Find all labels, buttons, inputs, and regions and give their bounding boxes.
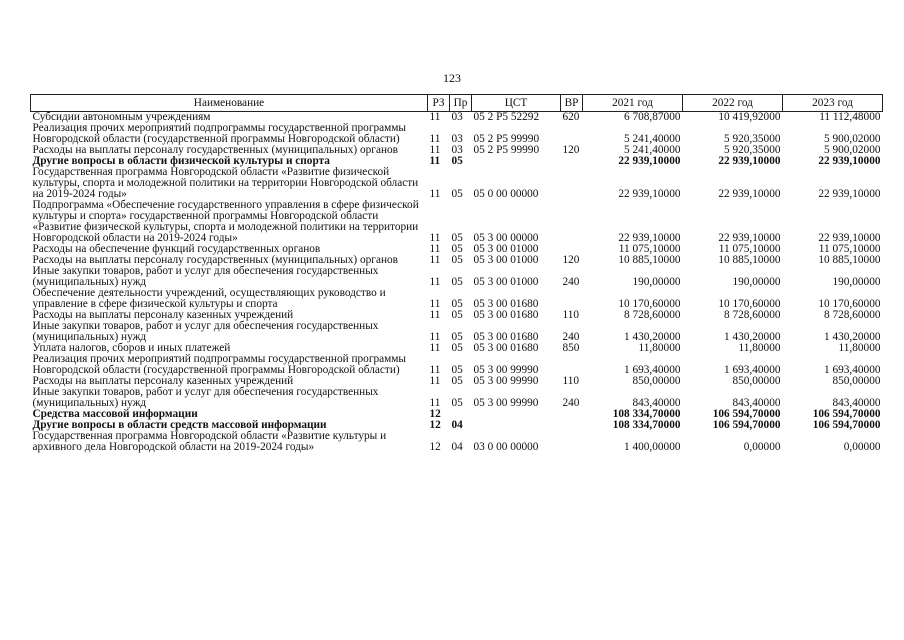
row-pr: 03: [451, 144, 463, 156]
row-name: Иные закупки товаров, работ и услуг для обеспечения государственных (муниципальных) нужд: [32, 320, 379, 343]
header-2022: 2022 год: [683, 95, 783, 112]
row-2021: 11 075,10000: [618, 243, 681, 255]
row-2022: 10 885,10000: [718, 254, 781, 266]
row-cst: 05 3 00 99990: [473, 375, 539, 387]
table-row: [31, 266, 883, 288]
row-2021: 843,40000: [632, 397, 681, 409]
row-vr: 120: [562, 144, 580, 156]
row-vr: 110: [562, 375, 580, 387]
row-rz: 11: [429, 397, 441, 409]
row-rz: 11: [429, 342, 441, 354]
row-2021: 1 430,20000: [624, 331, 681, 343]
row-vr: [561, 431, 583, 453]
row-2021: 10 170,60000: [618, 298, 681, 310]
row-pr: 05: [451, 276, 463, 288]
row-2021: 22 939,10000: [618, 188, 681, 200]
header-2023: 2023 год: [783, 95, 883, 112]
row-cst: [472, 409, 561, 420]
row-vr: [561, 288, 583, 310]
row-2022: 5 920,35000: [724, 144, 781, 156]
table-row: [31, 167, 883, 200]
row-name: Обеспечение деятельности учреждений, осуществляющих руководство и управление в сфере физической культуры и спорта: [32, 287, 386, 310]
row-vr: [561, 200, 583, 244]
row-2021: 11,80000: [638, 342, 681, 354]
row-rz: 11: [429, 144, 441, 156]
table-row: [31, 354, 883, 376]
row-name: Реализация прочих мероприятий подпрограммы государственной программы Новгородской области (государственной программы Новгородской области): [32, 353, 406, 376]
row-vr: [561, 420, 583, 431]
row-pr: 05: [451, 298, 463, 310]
table-body: [31, 112, 883, 454]
row-2023: 106 594,70000: [812, 408, 881, 420]
row-pr: 05: [451, 188, 463, 200]
row-2022: 10 419,92000: [718, 111, 781, 123]
row-cst: 05 2 P5 99990: [473, 133, 540, 145]
row-pr: 05: [451, 254, 463, 266]
row-cst: 05 2 P5 52292: [473, 111, 540, 123]
row-rz: 12: [429, 441, 441, 453]
row-name: Расходы на выплаты персоналу государственных (муниципальных) органов: [32, 144, 398, 156]
row-2022: 843,40000: [732, 397, 781, 409]
row-vr: [561, 409, 583, 420]
row-rz: 11: [429, 375, 441, 387]
row-pr: 05: [451, 232, 463, 244]
row-rz: 11: [429, 111, 441, 123]
row-name: Государственная программа Новгородской области «Развитие культуры и архивного дела Новгородской области на 2019-2024 годы»: [32, 430, 387, 453]
row-2022: 8 728,60000: [724, 309, 781, 321]
row-vr: [561, 123, 583, 145]
row-2022: 11 075,10000: [718, 243, 781, 255]
row-2022: 11,80000: [738, 342, 781, 354]
row-vr: 110: [562, 309, 580, 321]
row-rz: 11: [429, 331, 441, 343]
row-vr: 620: [562, 111, 580, 123]
row-2022: 22 939,10000: [718, 155, 781, 167]
row-pr: 05: [451, 155, 463, 167]
row-rz: 11: [429, 254, 441, 266]
header-cst: ЦСТ: [472, 95, 561, 112]
row-rz: 11: [429, 276, 441, 288]
row-rz: 12: [429, 419, 441, 431]
row-cst: 05 3 00 01680: [473, 298, 539, 310]
row-cst: 03 0 00 00000: [473, 441, 539, 453]
row-name: Реализация прочих мероприятий подпрограммы государственной программы Новгородской области (государственной программы Новгородской области): [32, 122, 406, 145]
row-2022: 1 693,40000: [724, 364, 781, 376]
row-2021: 190,00000: [632, 276, 681, 288]
row-cst: 05 3 00 01680: [473, 331, 539, 343]
budget-table: [30, 94, 883, 453]
row-cst: 05 2 P5 99990: [473, 144, 540, 156]
row-pr: 05: [451, 309, 463, 321]
row-cst: 05 3 00 99990: [473, 364, 539, 376]
row-cst: 05 3 00 00000: [473, 232, 539, 244]
row-pr: 05: [451, 397, 463, 409]
row-rz: 11: [429, 309, 441, 321]
row-2022: 0,00000: [743, 441, 781, 453]
row-name: Иные закупки товаров, работ и услуг для обеспечения государственных (муниципальных) нужд: [32, 265, 379, 288]
row-rz: 11: [429, 243, 441, 255]
row-2022: 106 594,70000: [712, 419, 781, 431]
row-2021: 10 885,10000: [618, 254, 681, 266]
row-vr: 850: [562, 342, 580, 354]
row-rz: 11: [429, 188, 441, 200]
row-2023: 8 728,60000: [824, 309, 881, 321]
row-2023: 843,40000: [832, 397, 881, 409]
row-pr: 05: [451, 243, 463, 255]
row-vr: 240: [562, 331, 580, 343]
header-2021: 2021 год: [583, 95, 683, 112]
row-pr: 04: [451, 441, 463, 453]
row-pr: 05: [451, 364, 463, 376]
row-2023: 850,00000: [832, 375, 881, 387]
table-row: [31, 387, 883, 409]
table-row: [31, 288, 883, 310]
row-2022: 190,00000: [732, 276, 781, 288]
row-2021: 5 241,40000: [624, 133, 681, 145]
row-rz: 11: [429, 298, 441, 310]
row-cst: 05 3 00 01000: [473, 243, 539, 255]
row-name: Уплата налогов, сборов и иных платежей: [32, 342, 231, 354]
row-2021: 5 241,40000: [624, 144, 681, 156]
row-pr: 05: [451, 342, 463, 354]
row-name: Другие вопросы в области физической культуры и спорта: [32, 155, 330, 167]
table-row: [31, 321, 883, 343]
row-2021: 6 708,87000: [624, 111, 681, 123]
row-vr: 240: [562, 276, 580, 288]
row-pr: 04: [451, 419, 463, 431]
row-rz: 11: [429, 155, 441, 167]
row-2023: 11,80000: [838, 342, 881, 354]
row-vr: [561, 156, 583, 167]
row-2023: 1 693,40000: [824, 364, 881, 376]
row-cst: 05 3 00 01680: [473, 309, 539, 321]
row-name: Расходы на выплаты персоналу казенных учреждений: [32, 309, 294, 321]
header-pr: Пр: [450, 95, 472, 112]
header-name: Наименование: [31, 95, 428, 112]
row-2023: 11 075,10000: [818, 243, 881, 255]
row-pr: 05: [451, 375, 463, 387]
row-2021: 8 728,60000: [624, 309, 681, 321]
table-row: [31, 123, 883, 145]
row-2023: 11 112,48000: [819, 111, 881, 123]
row-2023: 0,00000: [843, 441, 881, 453]
row-2023: 10 885,10000: [818, 254, 881, 266]
row-rz: 11: [429, 364, 441, 376]
row-2021: 1 693,40000: [624, 364, 681, 376]
table-header-row: [31, 95, 883, 112]
row-2023: 22 939,10000: [818, 155, 881, 167]
row-cst: [472, 420, 561, 431]
row-2023: 10 170,60000: [818, 298, 881, 310]
row-2023: 22 939,10000: [818, 232, 881, 244]
row-rz: 11: [429, 232, 441, 244]
row-cst: 05 3 00 99990: [473, 397, 539, 409]
row-pr: 03: [451, 133, 463, 145]
row-2023: 5 900,02000: [824, 133, 881, 145]
row-2023: 22 939,10000: [818, 188, 881, 200]
row-vr: [561, 354, 583, 376]
row-2022: 22 939,10000: [718, 232, 781, 244]
row-name: Подпрограмма «Обеспечение государственного управления в сфере физической культуры и спорта» государственной программы Новгородской области «Развитие физической культуры, спорта и молодежной политики на территории Новгородской области на 2019-2024 годы»: [32, 199, 419, 244]
row-vr: [561, 167, 583, 200]
row-2021: 22 939,10000: [618, 232, 681, 244]
row-name: Иные закупки товаров, работ и услуг для обеспечения государственных (муниципальных) нужд: [32, 386, 379, 409]
row-pr: 03: [451, 111, 463, 123]
row-cst: 05 3 00 01000: [473, 276, 539, 288]
row-2023: 190,00000: [832, 276, 881, 288]
row-name: Средства массовой информации: [32, 408, 198, 420]
row-cst: 05 0 00 00000: [473, 188, 539, 200]
row-2022: 850,00000: [732, 375, 781, 387]
row-name: Расходы на выплаты персоналу государственных (муниципальных) органов: [32, 254, 398, 266]
table-row: [31, 431, 883, 453]
table-row: [31, 200, 883, 244]
row-name: Расходы на обеспечение функций государственных органов: [32, 243, 321, 255]
row-rz: 12: [429, 408, 441, 420]
header-rz: РЗ: [428, 95, 450, 112]
row-2022: 5 920,35000: [724, 133, 781, 145]
row-2022: 1 430,20000: [724, 331, 781, 343]
row-vr: 120: [562, 254, 580, 266]
row-name: Государственная программа Новгородской области «Развитие физической культуры, спорта и молодежной политики на территории Новгородской области на 2019-2024 годы»: [32, 166, 419, 200]
row-pr: 05: [451, 331, 463, 343]
row-2022: 10 170,60000: [718, 298, 781, 310]
row-2023: 5 900,02000: [824, 144, 881, 156]
row-cst: 05 3 00 01680: [473, 342, 539, 354]
row-vr: 240: [562, 397, 580, 409]
row-2021: 22 939,10000: [618, 155, 681, 167]
header-vr: ВР: [561, 95, 583, 112]
row-2023: 1 430,20000: [824, 331, 881, 343]
page-number: 123: [443, 71, 461, 85]
row-2022: 22 939,10000: [718, 188, 781, 200]
row-2021: 850,00000: [632, 375, 681, 387]
row-cst: 05 3 00 01000: [473, 254, 539, 266]
row-name: Расходы на выплаты персоналу казенных учреждений: [32, 375, 294, 387]
row-name: Другие вопросы в области средств массовой информации: [32, 419, 327, 431]
row-cst: [472, 156, 561, 167]
row-name: Субсидии автономным учреждениям: [32, 111, 211, 123]
row-rz: 11: [429, 133, 441, 145]
row-2021: 1 400,00000: [624, 441, 681, 453]
row-2023: 106 594,70000: [812, 419, 881, 431]
row-2022: 106 594,70000: [712, 408, 781, 420]
row-2021: 108 334,70000: [612, 408, 681, 420]
row-2021: 108 334,70000: [612, 419, 681, 431]
